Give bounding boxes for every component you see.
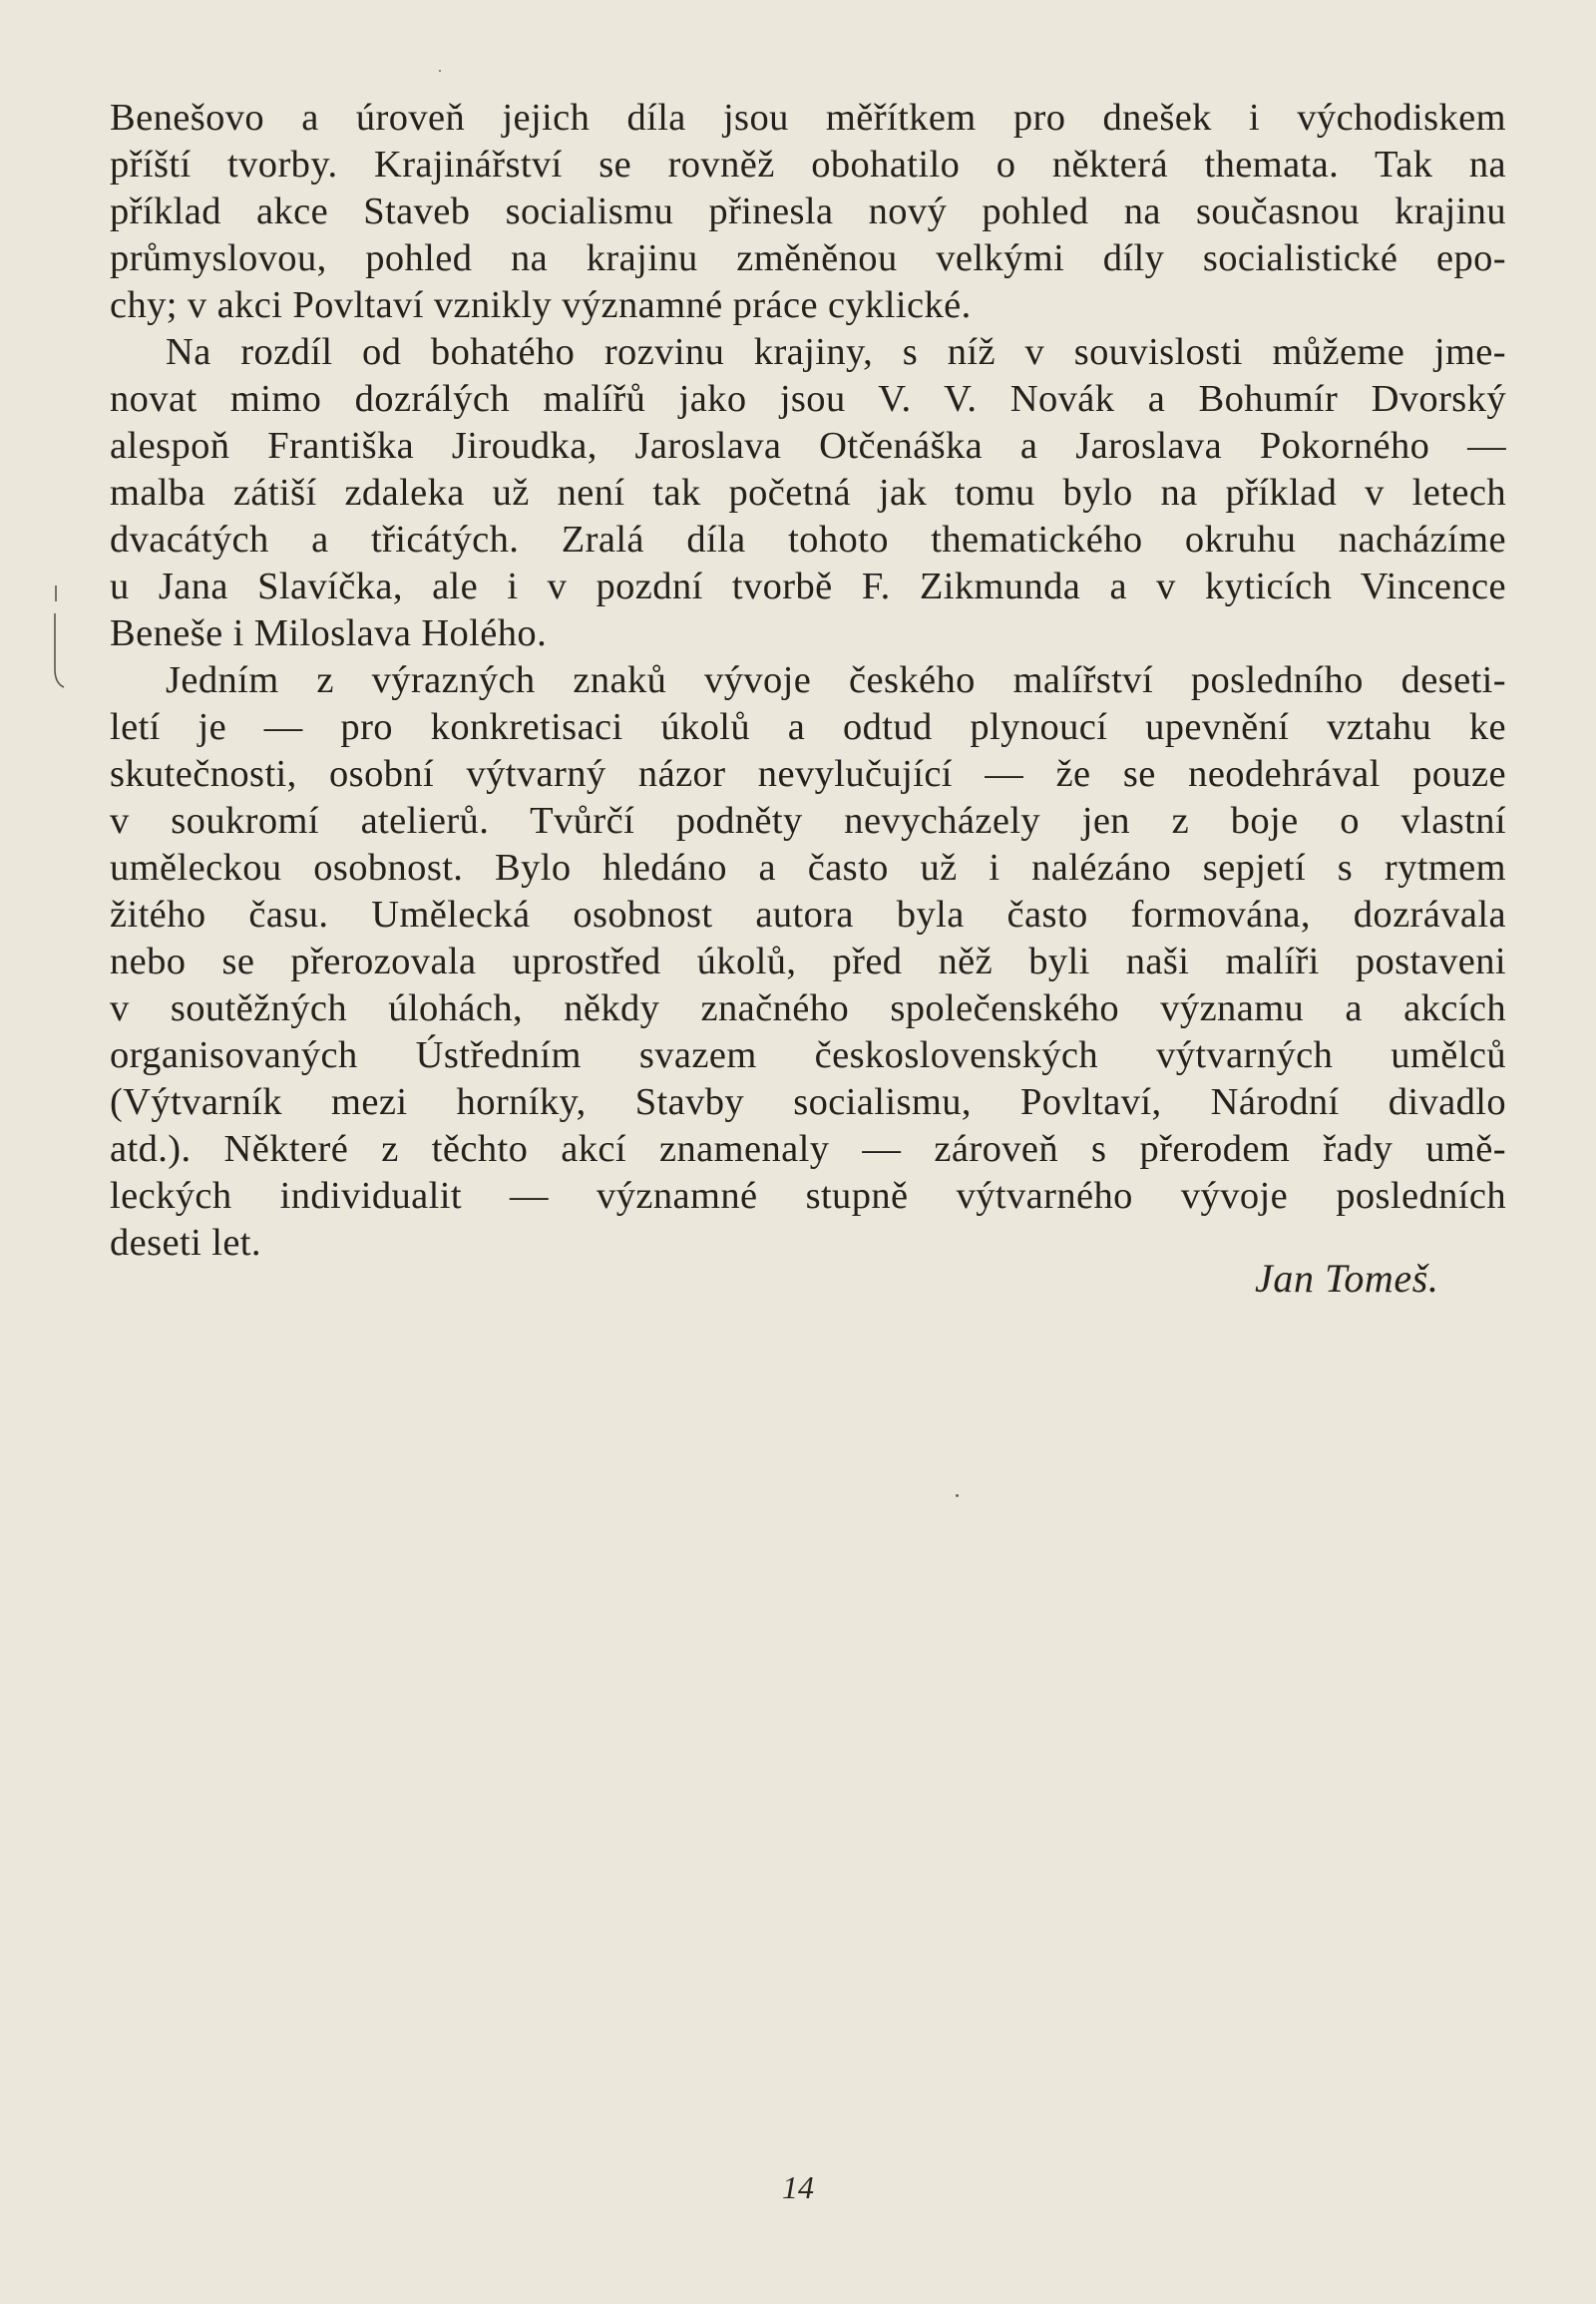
text-line: skutečnosti, osobní výtvarný názor nevylučující — že se neodehrával pouze [110,753,1506,795]
text-line: Jedním z výrazných znaků vývoje českého malířství posledního deseti- [166,659,1506,701]
text-line: v soutěžných úlohách, někdy značného společenského významu a akcích [110,987,1506,1029]
text-line: průmyslovou, pohled na krajinu změněnou velkými díly socialistické epo- [110,237,1506,279]
text-line: atd.). Některé z těchto akcí znamenaly — zároveň s přerodem řady umě- [110,1128,1506,1170]
text-line: žitého času. Umělecká osobnost autora byla často formována, dozrávala [110,894,1506,936]
author-signature: Jan Tomeš. [1255,1256,1439,1301]
paragraph-2 [110,329,1506,657]
paper-speck [956,1494,959,1497]
text-line: organisovaných Ústředním svazem československých výtvarných umělců [110,1034,1506,1076]
text-line: alespoň Františka Jiroudka, Jaroslava Otčenáška a Jaroslava Pokorného — [110,425,1506,467]
text-line: Beneše i Miloslava Holého. [110,612,548,654]
paragraph-1 [110,95,1506,329]
text-line: příští tvorby. Krajinářství se rovněž obohatilo o některá themata. Tak na [110,144,1506,186]
text-line: leckých individualit — významné stupně výtvarného vývoje posledních [110,1175,1506,1217]
text-line: novat mimo dozrálých malířů jako jsou V. V. Novák a Bohumír Dvorský [110,378,1506,420]
margin-pencil-mark [50,583,70,693]
text-line: Na rozdíl od bohatého rozvinu krajiny, s níž v souvislosti můžeme jme- [166,331,1506,373]
text-line: malba zátiší zdaleka už není tak početná jak tomu bylo na příklad v letech [110,472,1506,514]
text-line: Benešovo a úroveň jejich díla jsou měřítkem pro dnešek i východiskem [110,97,1506,139]
text-line: příklad akce Staveb socialismu přinesla nový pohled na současnou krajinu [110,191,1506,232]
paper-speck [439,70,441,72]
text-line: chy; v akci Povltaví vznikly významné práce cyklické. [110,284,972,326]
text-line: deseti let. [110,1222,261,1264]
text-line: letí je — pro konkretisaci úkolů a odtud plynoucí upevnění vztahu ke [110,706,1506,748]
text-line: uměleckou osobnost. Bylo hledáno a často už i nalézáno sepjetí s rytmem [110,847,1506,889]
body-text [110,95,1506,1267]
paragraph-3 [110,657,1506,1267]
text-line: dvacátých a třicátých. Zralá díla tohoto thematického okruhu nacházíme [110,519,1506,561]
text-line: u Jana Slavíčka, ale i v pozdní tvorbě F. Zikmunda a v kyticích Vincence [110,566,1506,607]
text-line: (Výtvarník mezi horníky, Stavby socialismu, Povltaví, Národní divadlo [110,1081,1506,1123]
page-number: 14 [782,2169,814,2205]
text-line: nebo se přerozovala uprostřed úkolů, před něž byli naši malíři postaveni [110,941,1506,982]
text-line: v soukromí atelierů. Tvůrčí podněty nevycházely jen z boje o vlastní [110,800,1506,842]
